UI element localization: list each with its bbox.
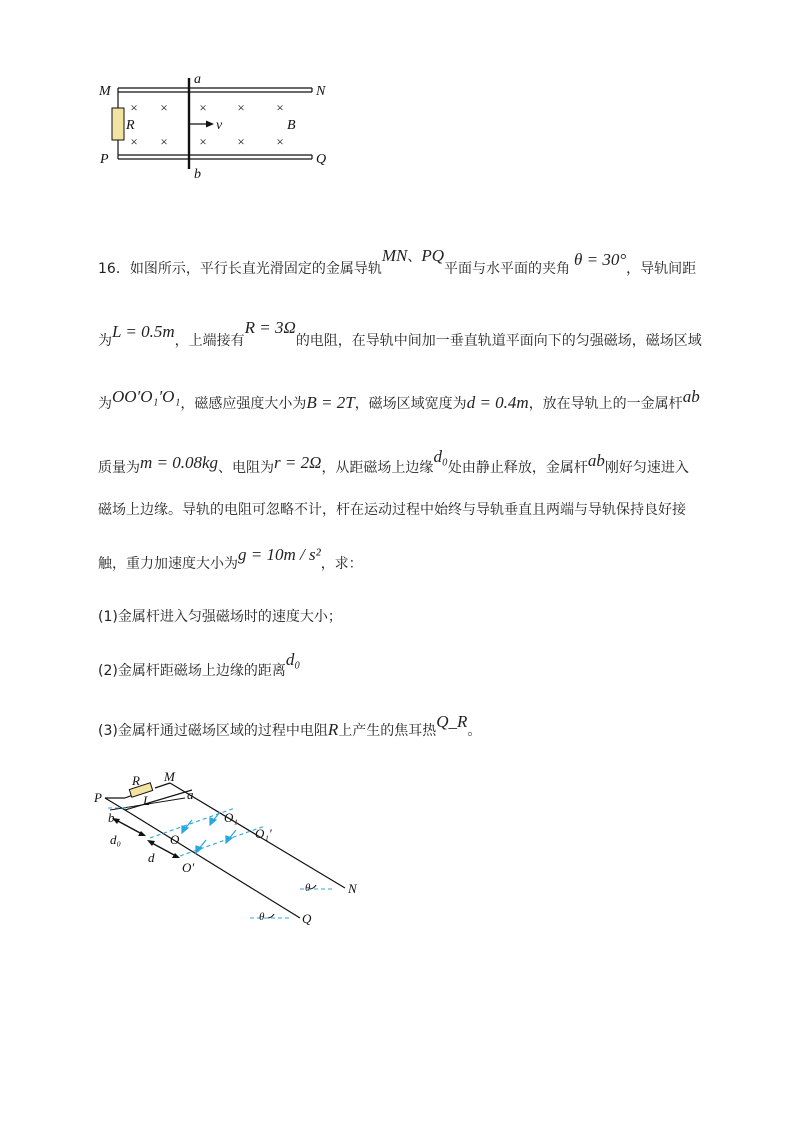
label-N: N <box>316 84 326 99</box>
fig2-label-d: d <box>148 850 155 865</box>
fig2-label-Q: Q <box>302 911 312 926</box>
question-line-6: 触，重力加速度大小为g = 10m / s²，求： <box>98 545 363 572</box>
label-R: R <box>126 118 135 133</box>
svg-text:×: × <box>199 100 207 115</box>
svg-text:×: × <box>160 134 168 149</box>
svg-text:×: × <box>130 134 138 149</box>
svg-text:×: × <box>276 134 284 149</box>
svg-text:×: × <box>130 100 138 115</box>
fig2-label-O: O <box>170 832 180 847</box>
label-b: b <box>194 167 201 182</box>
label-a: a <box>194 72 201 87</box>
svg-text:×: × <box>160 100 168 115</box>
question-line-4: 质量为m = 0.08kg、电阻为r = 2Ω，从距磁场上边缘d₀处由静止释放，金属杆ab刚好匀速进入 <box>98 447 689 476</box>
fig2-label-O1: O₁ <box>224 810 238 825</box>
subquestion-2: (2)金属杆距磁场上边缘的距离d₀ <box>98 650 301 679</box>
fig2-label-R: R <box>132 773 140 788</box>
fig2-label-a: a <box>187 787 194 802</box>
label-v: v <box>216 118 223 133</box>
question-line-3: 为OO′O₁′O₁，磁感应强度大小为B = 2T，磁场区域宽度为d = 0.4m，放在导轨上的一金属杆ab <box>98 387 700 412</box>
label-B: B <box>287 118 296 133</box>
label-P: P <box>100 152 109 167</box>
svg-text:×: × <box>237 100 245 115</box>
fig2-label-O1p: O₁′ <box>255 826 272 841</box>
svg-text:×: × <box>276 100 284 115</box>
label-M: M <box>99 84 111 99</box>
fig2-label-b: b <box>108 810 115 825</box>
subquestion-1: (1)金属杆进入匀强磁场时的速度大小； <box>98 609 342 625</box>
svg-text:×: × <box>237 134 245 149</box>
fig2-label-P: P <box>94 790 102 805</box>
question-number: 16． <box>98 261 130 277</box>
figure-inclined-rails <box>90 768 380 928</box>
figure-rails-horizontal <box>90 68 350 183</box>
fig2-label-L: L <box>143 793 151 808</box>
fig2-label-theta1: θ <box>305 882 311 894</box>
question-line-1: 16．如图所示，平行长直光滑固定的金属导轨MN、PQ平面与水平面的夹角 θ = 30°，导轨间距 <box>98 246 697 277</box>
resistor <box>112 108 124 140</box>
question-line-5: 磁场上边缘。导轨的电阻可忽略不计，杆在运动过程中始终与导轨垂直且两端与导轨保持良好接 <box>98 502 686 518</box>
label-Q: Q <box>316 152 327 167</box>
svg-text:×: × <box>199 134 207 149</box>
question-line-2: 为L = 0.5m，上端接有R = 3Ω的电阻，在导轨中间加一垂直轨道平面向下的匀强磁场，磁场区域 <box>98 318 702 349</box>
fig2-label-Op: O′ <box>182 860 195 875</box>
subquestion-3: (3)金属杆通过磁场区域的过程中电阻R上产生的焦耳热Q_R。 <box>98 712 482 739</box>
fig2-label-theta2: θ <box>259 911 265 923</box>
fig2-label-d0: d₀ <box>110 832 122 847</box>
fig2-label-N: N <box>348 881 357 896</box>
fig2-label-M: M <box>164 769 175 784</box>
